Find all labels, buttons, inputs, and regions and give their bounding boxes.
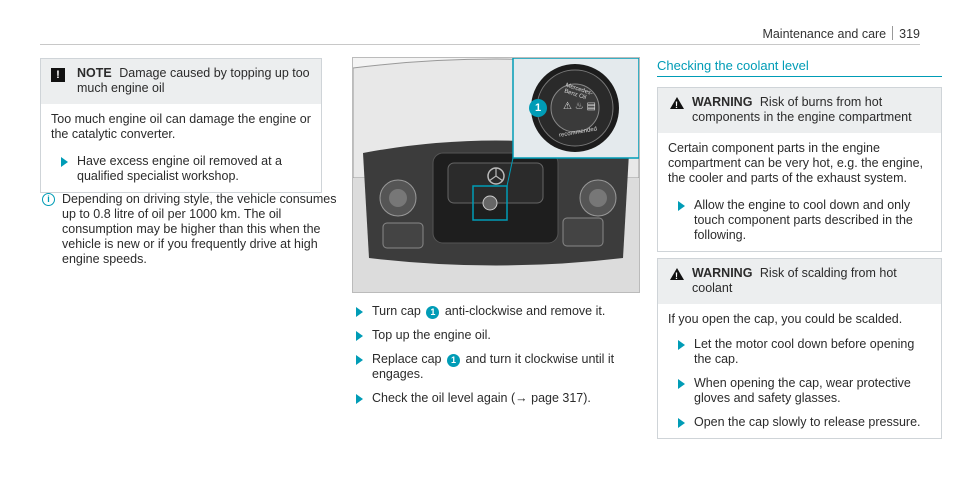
coolant-section-title: Checking the coolant level [657, 58, 809, 73]
step-1-callout: 1 [426, 306, 439, 319]
step-arrow-icon [61, 157, 68, 167]
header-separator [892, 26, 893, 40]
section-rule [657, 76, 942, 77]
warning-2-body [658, 304, 941, 438]
note-text: Too much engine oil can damage the engine or the catalytic converter. [51, 112, 311, 141]
step-4 [352, 391, 642, 406]
warning-1-body [658, 133, 941, 251]
step-arrow-icon [678, 418, 685, 428]
info-icon: i [42, 193, 55, 206]
step-3-text-b: and turn it clockwise until it engages. [372, 352, 615, 381]
info-paragraph [42, 192, 352, 267]
note-step [51, 154, 311, 184]
note-title: Damage caused by topping up too much engine oil [77, 66, 310, 95]
note-box [40, 58, 322, 193]
warning-icon [670, 268, 684, 280]
warning-2-step-3-text: Open the cap slowly to release pressure. [694, 415, 921, 429]
warning-1-step [668, 198, 931, 243]
step-3-text-a: Replace cap [372, 352, 442, 366]
warning-1-keyword: WARNING [692, 95, 753, 109]
warning-1-title: Risk of burns from hot components in the engine compartment [692, 95, 912, 124]
warning-2-header [658, 259, 941, 304]
warning-2-title: Risk of scalding from hot coolant [692, 266, 897, 295]
cap-label-bottom: recommended [558, 126, 598, 139]
warning-2-step-3 [668, 415, 931, 430]
step-1 [352, 304, 642, 319]
oil-can-icon: ⚠ ♨ ▤ [563, 101, 596, 112]
warning-2-step-1 [668, 337, 931, 367]
warning-icon [670, 97, 684, 109]
step-3-callout: 1 [447, 354, 460, 367]
step-arrow-icon [678, 379, 685, 389]
page-number: 319 [899, 27, 920, 41]
note-body [41, 104, 321, 192]
warning-1-text: Certain component parts in the engine compartment can be very hot, e.g. the engine, the cooler and parts of the exhaust system. [668, 141, 924, 185]
engine-figure [352, 57, 640, 293]
step-arrow-icon [356, 307, 363, 317]
warning-2-step-2-text: When opening the cap, wear protective gloves and safety glasses. [694, 376, 911, 405]
oil-steps [352, 304, 642, 406]
step-arrow-icon [356, 394, 363, 404]
warning-box-scalding [657, 258, 942, 439]
warning-2-keyword: WARNING [692, 266, 753, 280]
warning-2-step-1-text: Let the motor cool down before opening the cap. [694, 337, 915, 366]
header-rule [40, 44, 920, 45]
step-1-text-b: anti-clockwise and remove it. [444, 304, 606, 318]
step-3 [352, 352, 642, 382]
note-header [41, 59, 321, 104]
step-2-text: Top up the engine oil. [372, 328, 491, 342]
page-reference-link[interactable]: → page 317). [515, 391, 591, 405]
warning-1-header [658, 88, 941, 133]
callout-1: 1 [529, 99, 547, 117]
note-badge-icon: ! [51, 68, 65, 82]
step-arrow-icon [356, 355, 363, 365]
step-1-text-a: Turn cap [372, 304, 421, 318]
running-header [762, 26, 920, 41]
warning-box-burns [657, 87, 942, 252]
step-arrow-icon [356, 331, 363, 341]
warning-2-text: If you open the cap, you could be scalded. [668, 312, 903, 326]
note-keyword: NOTE [77, 66, 112, 80]
step-2 [352, 328, 642, 343]
step-arrow-icon [678, 340, 685, 350]
step-arrow-icon [678, 201, 685, 211]
cap-label-top: Mercedes-Benz Oil [563, 82, 594, 102]
warning-1-step-text: Allow the engine to cool down and only touch component parts described in the following. [694, 198, 913, 242]
note-step-text: Have excess engine oil removed at a qualified specialist workshop. [77, 154, 282, 183]
warning-2-step-2 [668, 376, 931, 406]
info-text: Depending on driving style, the vehicle consumes up to 0.8 litre of oil per 1000 km. The oil consumption may be higher than this when the vehicle is new or if you frequently drive at high engine speeds. [62, 192, 337, 266]
section-name: Maintenance and care [762, 27, 887, 41]
step-4-text-a: Check the oil level again ( [372, 391, 516, 405]
engine-illustration [353, 58, 639, 292]
